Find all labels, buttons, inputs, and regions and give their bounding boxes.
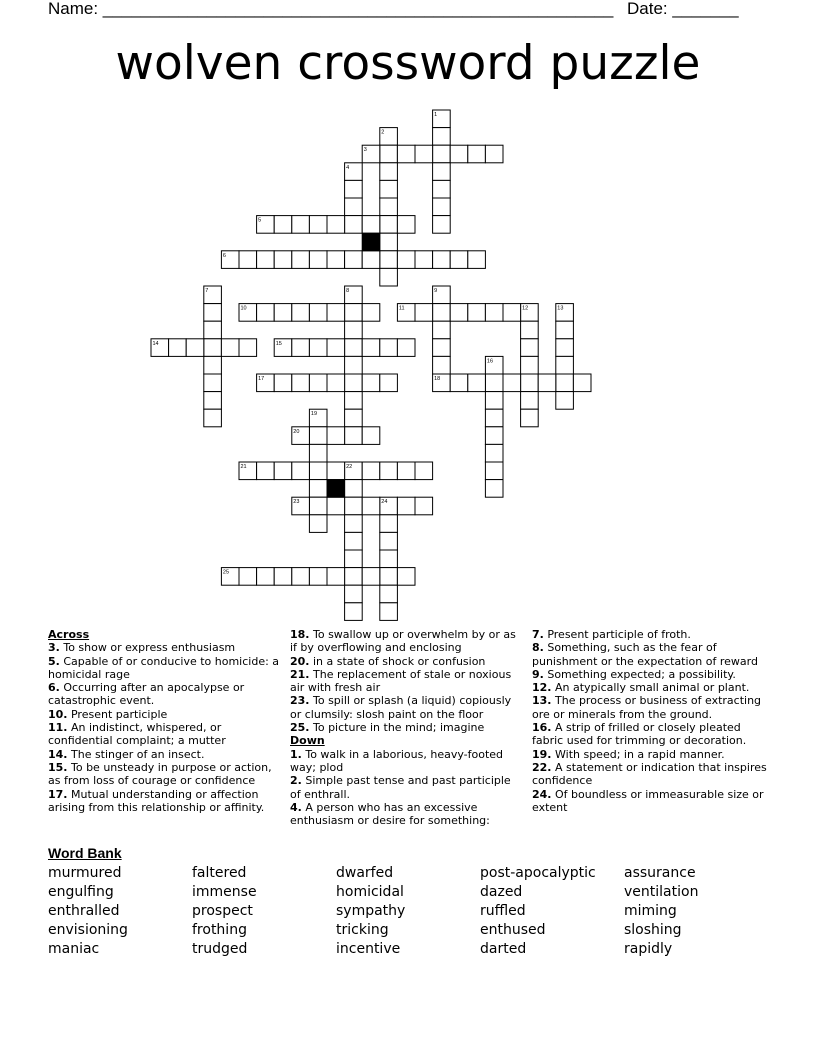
name-field[interactable]: Name: ______________________________________________________	[48, 0, 614, 18]
grid-cell[interactable]	[485, 462, 503, 480]
clue-text: The replacement of stale or noxious air with fresh air	[290, 667, 512, 695]
grid-cell[interactable]	[433, 251, 451, 269]
word-bank-item: ventilation	[624, 884, 699, 900]
grid-cell[interactable]	[345, 339, 363, 357]
grid-cell[interactable]	[433, 145, 451, 163]
grid-number: 19	[310, 411, 318, 418]
clue-number: 1.	[290, 747, 302, 761]
grid-cell[interactable]	[380, 515, 398, 533]
word-bank-item: incentive	[336, 941, 401, 957]
grid-cell[interactable]	[327, 339, 345, 357]
grid-cell[interactable]	[362, 462, 380, 480]
grid-cell[interactable]	[204, 409, 222, 427]
grid-number: 22	[346, 464, 353, 470]
grid-number: 6	[222, 252, 226, 259]
word-bank-item: enthused	[480, 922, 546, 938]
grid-cell[interactable]	[309, 462, 327, 480]
clue-down-9	[532, 668, 772, 681]
clue-text: To be unsteady in purpose or action, as from loss of courage or confidence	[48, 760, 272, 788]
grid-cell[interactable]	[380, 339, 398, 357]
puzzle-title: wolven crossword puzzle	[115, 36, 701, 91]
grid-cell[interactable]	[450, 374, 468, 392]
clue-across-10	[48, 708, 280, 721]
grid-cell[interactable]	[397, 339, 415, 357]
grid-cell[interactable]	[309, 339, 327, 357]
grid-cell[interactable]	[239, 568, 257, 586]
clue-down-2	[290, 774, 524, 801]
clue-number: 4.	[290, 800, 302, 814]
word-bank-title: Word Bank	[48, 845, 122, 861]
grid-cell[interactable]	[450, 251, 468, 269]
grid-cell[interactable]	[186, 339, 204, 357]
grid-cell[interactable]	[345, 198, 363, 216]
grid-cell[interactable]	[309, 216, 327, 234]
grid-cell[interactable]	[362, 251, 380, 269]
clue-text: Capable of or conducive to homicide: a homicidal rage	[48, 654, 280, 681]
clue-text: To walk in a laborious, heavy-footed way; plod	[290, 747, 504, 774]
grid-cell[interactable]	[380, 603, 398, 621]
word-bank-item: ruffled	[480, 903, 526, 919]
clue-down-22	[532, 761, 772, 788]
word-bank-item: prospect	[192, 903, 253, 919]
grid-cell[interactable]	[292, 568, 310, 586]
clue-number: 19.	[532, 747, 552, 761]
clue-number: 21.	[290, 667, 310, 681]
grid-cell[interactable]	[538, 374, 556, 392]
grid-cell[interactable]	[345, 374, 363, 392]
grid-cell[interactable]	[239, 251, 257, 269]
grid-cell[interactable]	[433, 321, 451, 339]
grid-cell[interactable]	[485, 374, 503, 392]
grid-cell[interactable]	[327, 427, 345, 445]
clue-down-13	[532, 694, 772, 721]
word-bank-item: dwarfed	[336, 865, 394, 881]
grid-cell[interactable]	[309, 480, 327, 498]
grid-cell[interactable]	[309, 427, 327, 445]
down-heading: Down	[290, 734, 325, 748]
grid-number: 9	[434, 288, 438, 294]
clues-column-3	[532, 628, 772, 814]
grid-cell[interactable]	[274, 568, 292, 586]
clue-number: 2.	[290, 774, 302, 788]
clue-text: Present participle of froth.	[543, 628, 691, 641]
grid-cell[interactable]	[362, 339, 380, 357]
grid-cell[interactable]	[521, 356, 539, 374]
clue-text: An indistinct, whispered, or confidential complaint; a mutter	[48, 721, 226, 748]
grid-cell[interactable]	[397, 568, 415, 586]
grid-cell[interactable]	[292, 304, 310, 322]
grid-cell[interactable]	[380, 532, 398, 550]
grid-cell[interactable]	[274, 304, 292, 322]
grid-cell[interactable]	[362, 427, 380, 445]
grid-cell[interactable]	[204, 304, 222, 322]
grid-cell[interactable]	[433, 163, 451, 181]
clue-text: To show or express enthusiasm	[59, 641, 236, 655]
clue-across-17	[48, 788, 280, 815]
clue-text: Of boundless or immeasurable size or extent	[532, 787, 764, 814]
clue-text: Occurring after an apocalypse or catastrophic event.	[48, 681, 245, 708]
grid-cell[interactable]	[433, 339, 451, 357]
clue-text: To picture in the mind; imagine	[309, 721, 485, 735]
word-bank-item: envisioning	[48, 922, 128, 938]
grid-cell[interactable]	[450, 145, 468, 163]
word-bank-item: sympathy	[336, 903, 406, 919]
grid-cell[interactable]	[468, 304, 486, 322]
grid-cell[interactable]	[345, 568, 363, 586]
grid-cell[interactable]	[397, 251, 415, 269]
grid-cell[interactable]	[257, 251, 275, 269]
clue-number: 22.	[532, 760, 552, 774]
clue-number: 5.	[48, 654, 60, 668]
word-bank-item: trudged	[192, 941, 248, 957]
grid-cell[interactable]	[309, 374, 327, 392]
clue-text: Present participle	[67, 707, 168, 721]
grid-cell[interactable]	[485, 480, 503, 498]
clue-down-1	[290, 748, 524, 775]
grid-number: 13	[557, 305, 564, 312]
grid-cell[interactable]	[573, 374, 591, 392]
clue-text: Mutual understanding or affection arising from this relationship or affinity.	[48, 787, 265, 814]
grid-cell[interactable]	[362, 568, 380, 586]
word-bank-item: enthralled	[48, 903, 120, 919]
clue-number: 16.	[532, 721, 552, 735]
word-bank-item: murmured	[48, 865, 122, 881]
grid-number: 4	[346, 164, 350, 171]
grid-cell[interactable]	[257, 462, 275, 480]
grid-cell[interactable]	[362, 374, 380, 392]
grid-cell[interactable]	[415, 145, 433, 163]
grid-number: 5	[258, 217, 262, 224]
date-field[interactable]: Date: _______	[627, 0, 739, 18]
grid-number: 15	[275, 340, 282, 347]
grid-cell[interactable]	[380, 462, 398, 480]
grid-cell[interactable]	[433, 180, 451, 198]
grid-number: 11	[398, 305, 405, 312]
grid-number: 2	[381, 129, 385, 136]
grid-cell[interactable]	[521, 409, 539, 427]
grid-cell[interactable]	[503, 374, 521, 392]
grid-number: 10	[240, 305, 247, 312]
grid-cell[interactable]	[380, 550, 398, 568]
clue-down-8	[532, 641, 772, 668]
grid-cell[interactable]	[380, 163, 398, 181]
grid-cell[interactable]	[485, 304, 503, 322]
clue-number: 3.	[48, 641, 60, 655]
grid-cell[interactable]	[380, 374, 398, 392]
word-bank-item: tricking	[336, 922, 389, 938]
clue-down-24	[532, 788, 772, 815]
clue-text: To swallow up or overwhelm by or as if by overflowing and enclosing	[290, 628, 516, 655]
grid-cell[interactable]	[521, 374, 539, 392]
grid-cell[interactable]	[204, 321, 222, 339]
grid-cell[interactable]	[327, 216, 345, 234]
grid-cell[interactable]	[345, 497, 363, 515]
clue-number: 14.	[48, 747, 68, 761]
word-bank-item: immense	[192, 884, 257, 900]
clue-down-7	[532, 628, 772, 641]
word-bank-item: sloshing	[624, 922, 682, 938]
grid-number: 20	[293, 428, 300, 435]
grid-cell[interactable]	[204, 392, 222, 410]
grid-cell[interactable]	[397, 462, 415, 480]
black-square	[327, 480, 345, 498]
word-bank-item: assurance	[624, 865, 696, 881]
grid-number: 14	[152, 340, 159, 347]
grid-cell[interactable]	[169, 339, 187, 357]
grid-cell[interactable]	[521, 321, 539, 339]
grid-cell[interactable]	[204, 339, 222, 357]
grid-cell[interactable]	[380, 268, 398, 286]
clue-across-15	[48, 761, 280, 788]
grid-cell[interactable]	[257, 304, 275, 322]
grid-cell[interactable]	[345, 251, 363, 269]
word-bank-item: dazed	[480, 884, 523, 900]
grid-cell[interactable]	[556, 339, 574, 357]
grid-number: 25	[222, 569, 230, 576]
clue-number: 7.	[532, 628, 544, 641]
word-bank-item: rapidly	[624, 941, 673, 957]
grid-cell[interactable]	[345, 480, 363, 498]
grid-cell[interactable]	[345, 532, 363, 550]
clue-across-5	[48, 655, 280, 682]
grid-number: 7	[205, 288, 209, 294]
grid-cell[interactable]	[345, 427, 363, 445]
grid-number: 8	[346, 288, 350, 294]
clue-across-18	[290, 628, 524, 655]
clue-number: 18.	[290, 628, 310, 641]
clue-across-25	[290, 721, 524, 734]
grid-cell[interactable]	[503, 304, 521, 322]
clue-text: An atypically small animal or plant.	[551, 681, 750, 695]
grid-cell[interactable]	[556, 392, 574, 410]
grid-number: 23	[293, 499, 300, 506]
clue-down-12	[532, 681, 772, 694]
grid-cell[interactable]	[204, 374, 222, 392]
clue-text: Something expected; a possibility.	[543, 667, 736, 681]
grid-cell[interactable]	[380, 251, 398, 269]
grid-cell[interactable]	[292, 251, 310, 269]
clue-text: The stinger of an insect.	[67, 747, 205, 761]
grid-cell[interactable]	[415, 251, 433, 269]
grid-cell[interactable]	[309, 497, 327, 515]
clue-text: Something, such as the fear of punishment or the expectation of reward	[532, 641, 758, 668]
grid-number: 1	[434, 112, 438, 118]
grid-cell[interactable]	[345, 180, 363, 198]
grid-cell[interactable]	[380, 145, 398, 163]
clue-across-23	[290, 694, 524, 721]
grid-cell[interactable]	[239, 339, 257, 357]
grid-number: 16	[486, 358, 494, 365]
grid-cell[interactable]	[345, 216, 363, 234]
word-bank-item: post-apocalyptic	[480, 865, 596, 881]
grid-cell[interactable]	[345, 356, 363, 374]
clue-across-6	[48, 681, 280, 708]
grid-cell[interactable]	[556, 321, 574, 339]
grid-cell[interactable]	[327, 568, 345, 586]
grid-cell[interactable]	[362, 216, 380, 234]
grid-cell[interactable]	[327, 462, 345, 480]
grid-cell[interactable]	[380, 216, 398, 234]
grid-cell[interactable]	[362, 497, 380, 515]
clue-down-4	[290, 801, 524, 828]
grid-cell[interactable]	[433, 128, 451, 146]
grid-cell[interactable]	[274, 251, 292, 269]
word-bank-item: maniac	[48, 941, 100, 957]
clues-column-1	[48, 628, 280, 814]
grid-cell[interactable]	[485, 392, 503, 410]
across-heading: Across	[48, 628, 90, 641]
grid-cell[interactable]	[274, 216, 292, 234]
grid-cell[interactable]	[345, 409, 363, 427]
grid-cell[interactable]	[485, 145, 503, 163]
clue-across-21	[290, 668, 524, 695]
grid-cell[interactable]	[521, 339, 539, 357]
clue-number: 12.	[532, 681, 552, 695]
grid-number: 24	[381, 499, 388, 506]
grid-cell[interactable]	[362, 304, 380, 322]
clue-text: With speed; in a rapid manner.	[551, 747, 725, 761]
grid-cell[interactable]	[309, 515, 327, 533]
grid-cell[interactable]	[380, 198, 398, 216]
grid-cell[interactable]	[327, 251, 345, 269]
clue-number: 23.	[290, 694, 310, 708]
grid-cell[interactable]	[415, 497, 433, 515]
grid-cell[interactable]	[327, 304, 345, 322]
grid-cell[interactable]	[221, 339, 239, 357]
grid-cell[interactable]	[292, 374, 310, 392]
grid-cell[interactable]	[415, 304, 433, 322]
clue-number: 24.	[532, 787, 552, 801]
clues-column-2	[290, 628, 524, 827]
grid-cell[interactable]	[309, 304, 327, 322]
grid-cell[interactable]	[556, 356, 574, 374]
grid-cell[interactable]	[345, 550, 363, 568]
clue-number: 6.	[48, 681, 60, 695]
word-bank-item: miming	[624, 903, 677, 919]
clue-text: in a state of shock or confusion	[309, 654, 486, 668]
grid-cell[interactable]	[468, 251, 486, 269]
grid-cell[interactable]	[292, 216, 310, 234]
clue-number: 20.	[290, 654, 310, 668]
clue-across-3	[48, 641, 280, 654]
grid-cell[interactable]	[380, 233, 398, 251]
grid-cell[interactable]	[415, 462, 433, 480]
grid-cell[interactable]	[345, 585, 363, 603]
grid-number: 17	[258, 376, 265, 382]
grid-number: 12	[522, 305, 529, 312]
grid-cell[interactable]	[433, 356, 451, 374]
grid-cell[interactable]	[345, 392, 363, 410]
grid-cell[interactable]	[468, 374, 486, 392]
word-bank-item: engulfing	[48, 884, 114, 900]
grid-cell[interactable]	[468, 145, 486, 163]
grid-cell[interactable]	[309, 444, 327, 462]
grid-cell[interactable]	[257, 568, 275, 586]
clue-across-14	[48, 748, 280, 761]
grid-cell[interactable]	[433, 216, 451, 234]
clue-number: 13.	[532, 694, 552, 708]
grid-cell[interactable]	[309, 568, 327, 586]
grid-cell[interactable]	[345, 321, 363, 339]
clue-text: To spill or splash (a liquid) copiously or clumsily: slosh paint on the floor	[290, 694, 512, 721]
clue-number: 11.	[48, 721, 68, 735]
clue-number: 15.	[48, 760, 68, 774]
grid-cell[interactable]	[380, 180, 398, 198]
grid-cell[interactable]	[380, 568, 398, 586]
grid-number: 18	[434, 376, 441, 382]
grid-cell[interactable]	[556, 374, 574, 392]
grid-cell[interactable]	[380, 585, 398, 603]
clue-text: The process or business of extracting ore or minerals from the ground.	[532, 694, 762, 721]
word-bank-item: darted	[480, 941, 527, 957]
grid-cell[interactable]	[397, 145, 415, 163]
grid-cell[interactable]	[345, 603, 363, 621]
grid-number: 3	[363, 147, 367, 154]
clue-number: 9.	[532, 667, 544, 681]
word-bank-item: homicidal	[336, 884, 404, 900]
grid-cell[interactable]	[292, 339, 310, 357]
clue-number: 25.	[290, 721, 310, 735]
clue-across-11	[48, 721, 280, 748]
grid-cell[interactable]	[397, 497, 415, 515]
grid-cell[interactable]	[485, 427, 503, 445]
clue-text: A statement or indication that inspires confidence	[532, 760, 767, 788]
grid-cell[interactable]	[274, 374, 292, 392]
grid-cell[interactable]	[521, 392, 539, 410]
grid-cell[interactable]	[485, 409, 503, 427]
grid-cell[interactable]	[397, 216, 415, 234]
clue-text: Simple past tense and past participle of enthrall.	[290, 774, 511, 801]
clue-down-19	[532, 748, 772, 761]
clue-number: 8.	[532, 641, 544, 655]
grid-cell[interactable]	[433, 304, 451, 322]
grid-cell[interactable]	[292, 462, 310, 480]
clue-across-20	[290, 655, 524, 668]
grid-cell[interactable]	[345, 515, 363, 533]
clue-text: A person who has an excessive enthusiasm or desire for something:	[290, 800, 490, 828]
grid-cell[interactable]	[345, 304, 363, 322]
clue-number: 17.	[48, 787, 68, 801]
clue-down-16	[532, 721, 772, 748]
grid-cell[interactable]	[485, 444, 503, 462]
grid-cell[interactable]	[327, 374, 345, 392]
grid-cell[interactable]	[204, 356, 222, 374]
grid-cell[interactable]	[450, 304, 468, 322]
grid-cell[interactable]	[433, 198, 451, 216]
grid-cell[interactable]	[309, 251, 327, 269]
word-bank-item: frothing	[192, 922, 247, 938]
grid-cell[interactable]	[274, 462, 292, 480]
black-square	[362, 233, 380, 251]
clue-number: 10.	[48, 707, 68, 721]
clue-text: A strip of frilled or closely pleated fabric used for trimming or decoration.	[532, 721, 747, 748]
grid-cell[interactable]	[327, 497, 345, 515]
word-bank-item: faltered	[192, 865, 247, 881]
grid-number: 21	[240, 464, 247, 470]
